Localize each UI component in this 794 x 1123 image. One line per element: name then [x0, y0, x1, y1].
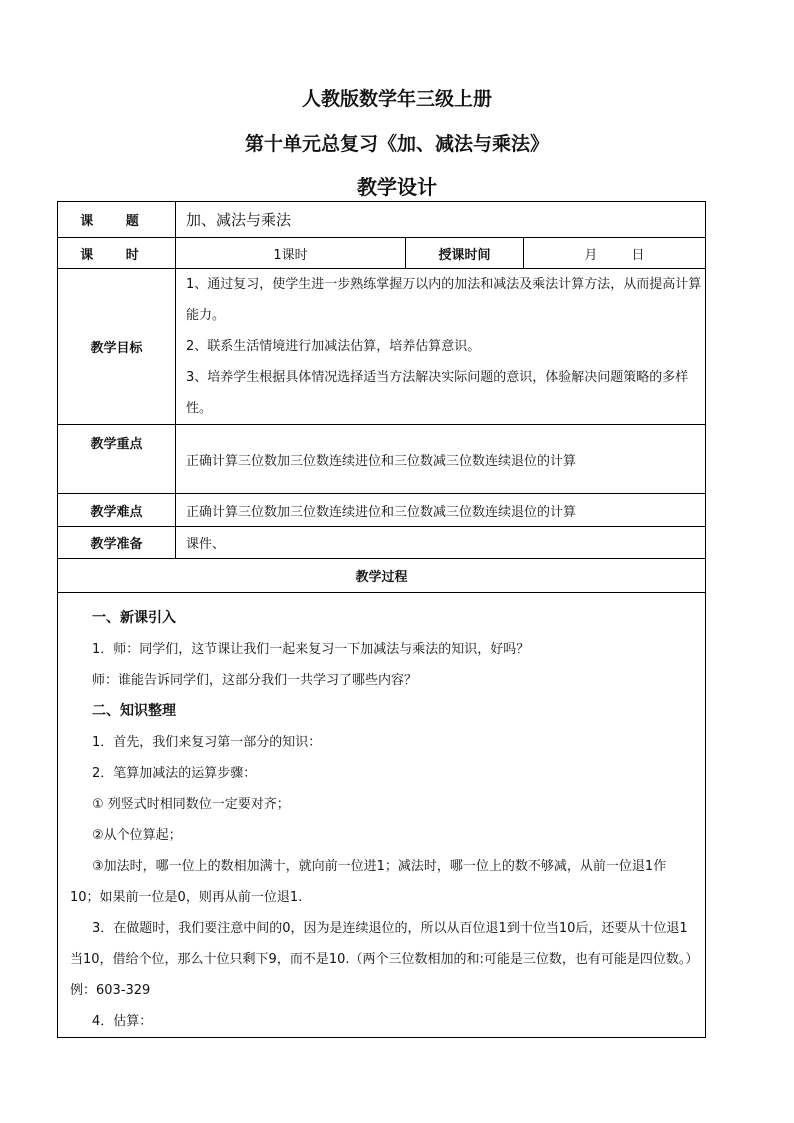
paragraph: 4．估算： [92, 1014, 153, 1029]
unit-title: 第十单元总复习《加、减法与乘法》 [244, 133, 549, 155]
section-heading: 一、新课引入 [92, 610, 176, 626]
paragraph: ③加法时，哪一位上的数相加满十，就向前一位进1；减法时，哪一位上的数不够减，从前一位退1作10；如果前一位是0，则再从前一位退1. [70, 859, 667, 905]
process-body-row [58, 593, 706, 1038]
goal-content [176, 269, 706, 425]
process-header-row [58, 559, 706, 593]
topic-row [58, 202, 706, 238]
date-value: 月 日 [524, 238, 706, 269]
process-content [58, 593, 706, 1038]
prep-row [58, 527, 706, 559]
paragraph: 2．笔算加减法的运算步骤： [92, 766, 257, 781]
goal-row [58, 269, 706, 425]
period-row [58, 238, 706, 269]
key-row [58, 425, 706, 494]
paragraph: ① 列竖式时相同数位一定要对齐； [92, 797, 290, 812]
paragraph: 1．首先，我们来复习第一部分的知识： [92, 735, 322, 750]
topic-label: 课 题 [58, 202, 176, 238]
prep-value: 课件、 [176, 527, 706, 559]
key-value: 正确计算三位数加三位数连续进位和三位数减三位数连续退位的计算 [176, 425, 706, 494]
goal-label: 教学目标 [58, 269, 176, 425]
goal-item: 1、通过复习，使学生进一步熟练掌握万以内的加法和减法及乘法计算方法，从而提高计算能力。 [186, 277, 702, 323]
lesson-plan-table [57, 201, 706, 1038]
goal-item: 3、培养学生根据具体情况选择适当方法解决实际问题的意识，体验解决问题策略的多样性。 [186, 370, 689, 416]
difficulty-label: 教学难点 [58, 494, 176, 527]
key-label: 教学重点 [58, 425, 176, 494]
book-title: 人教版数学年三级上册 [301, 88, 492, 110]
goal-item: 2、联系生活情境进行加减法估算，培养估算意识。 [186, 339, 481, 354]
topic-value: 加、减法与乘法 [176, 202, 706, 238]
period-value: 1课时 [176, 238, 406, 269]
prep-label: 教学准备 [58, 527, 176, 559]
period-label: 课 时 [58, 238, 176, 269]
paragraph: 1．师：同学们，这节课让我们一起来复习一下加减法与乘法的知识，好吗？ [92, 642, 530, 657]
difficulty-value: 正确计算三位数加三位数连续进位和三位数减三位数连续退位的计算 [176, 494, 706, 527]
paragraph: ②从个位算起； [92, 828, 182, 843]
section-heading: 二、知识整理 [92, 703, 176, 719]
process-label: 教学过程 [58, 559, 706, 593]
date-label: 授课时间 [406, 238, 524, 269]
paragraph: 师：谁能告诉同学们，这部分我们一共学习了哪些内容？ [92, 673, 418, 688]
paragraph: 3．在做题时，我们要注意中间的0，因为是连续退位的，所以从百位退1到十位当10后，还要从十位退1当10，借给个位，那么十位只剩下9，而不是10.（两个三位数相加的和:可能是三位数，也有可能是四位数。）例：603-329 [70, 921, 692, 998]
design-title: 教学设计 [357, 175, 437, 199]
difficulty-row [58, 494, 706, 527]
